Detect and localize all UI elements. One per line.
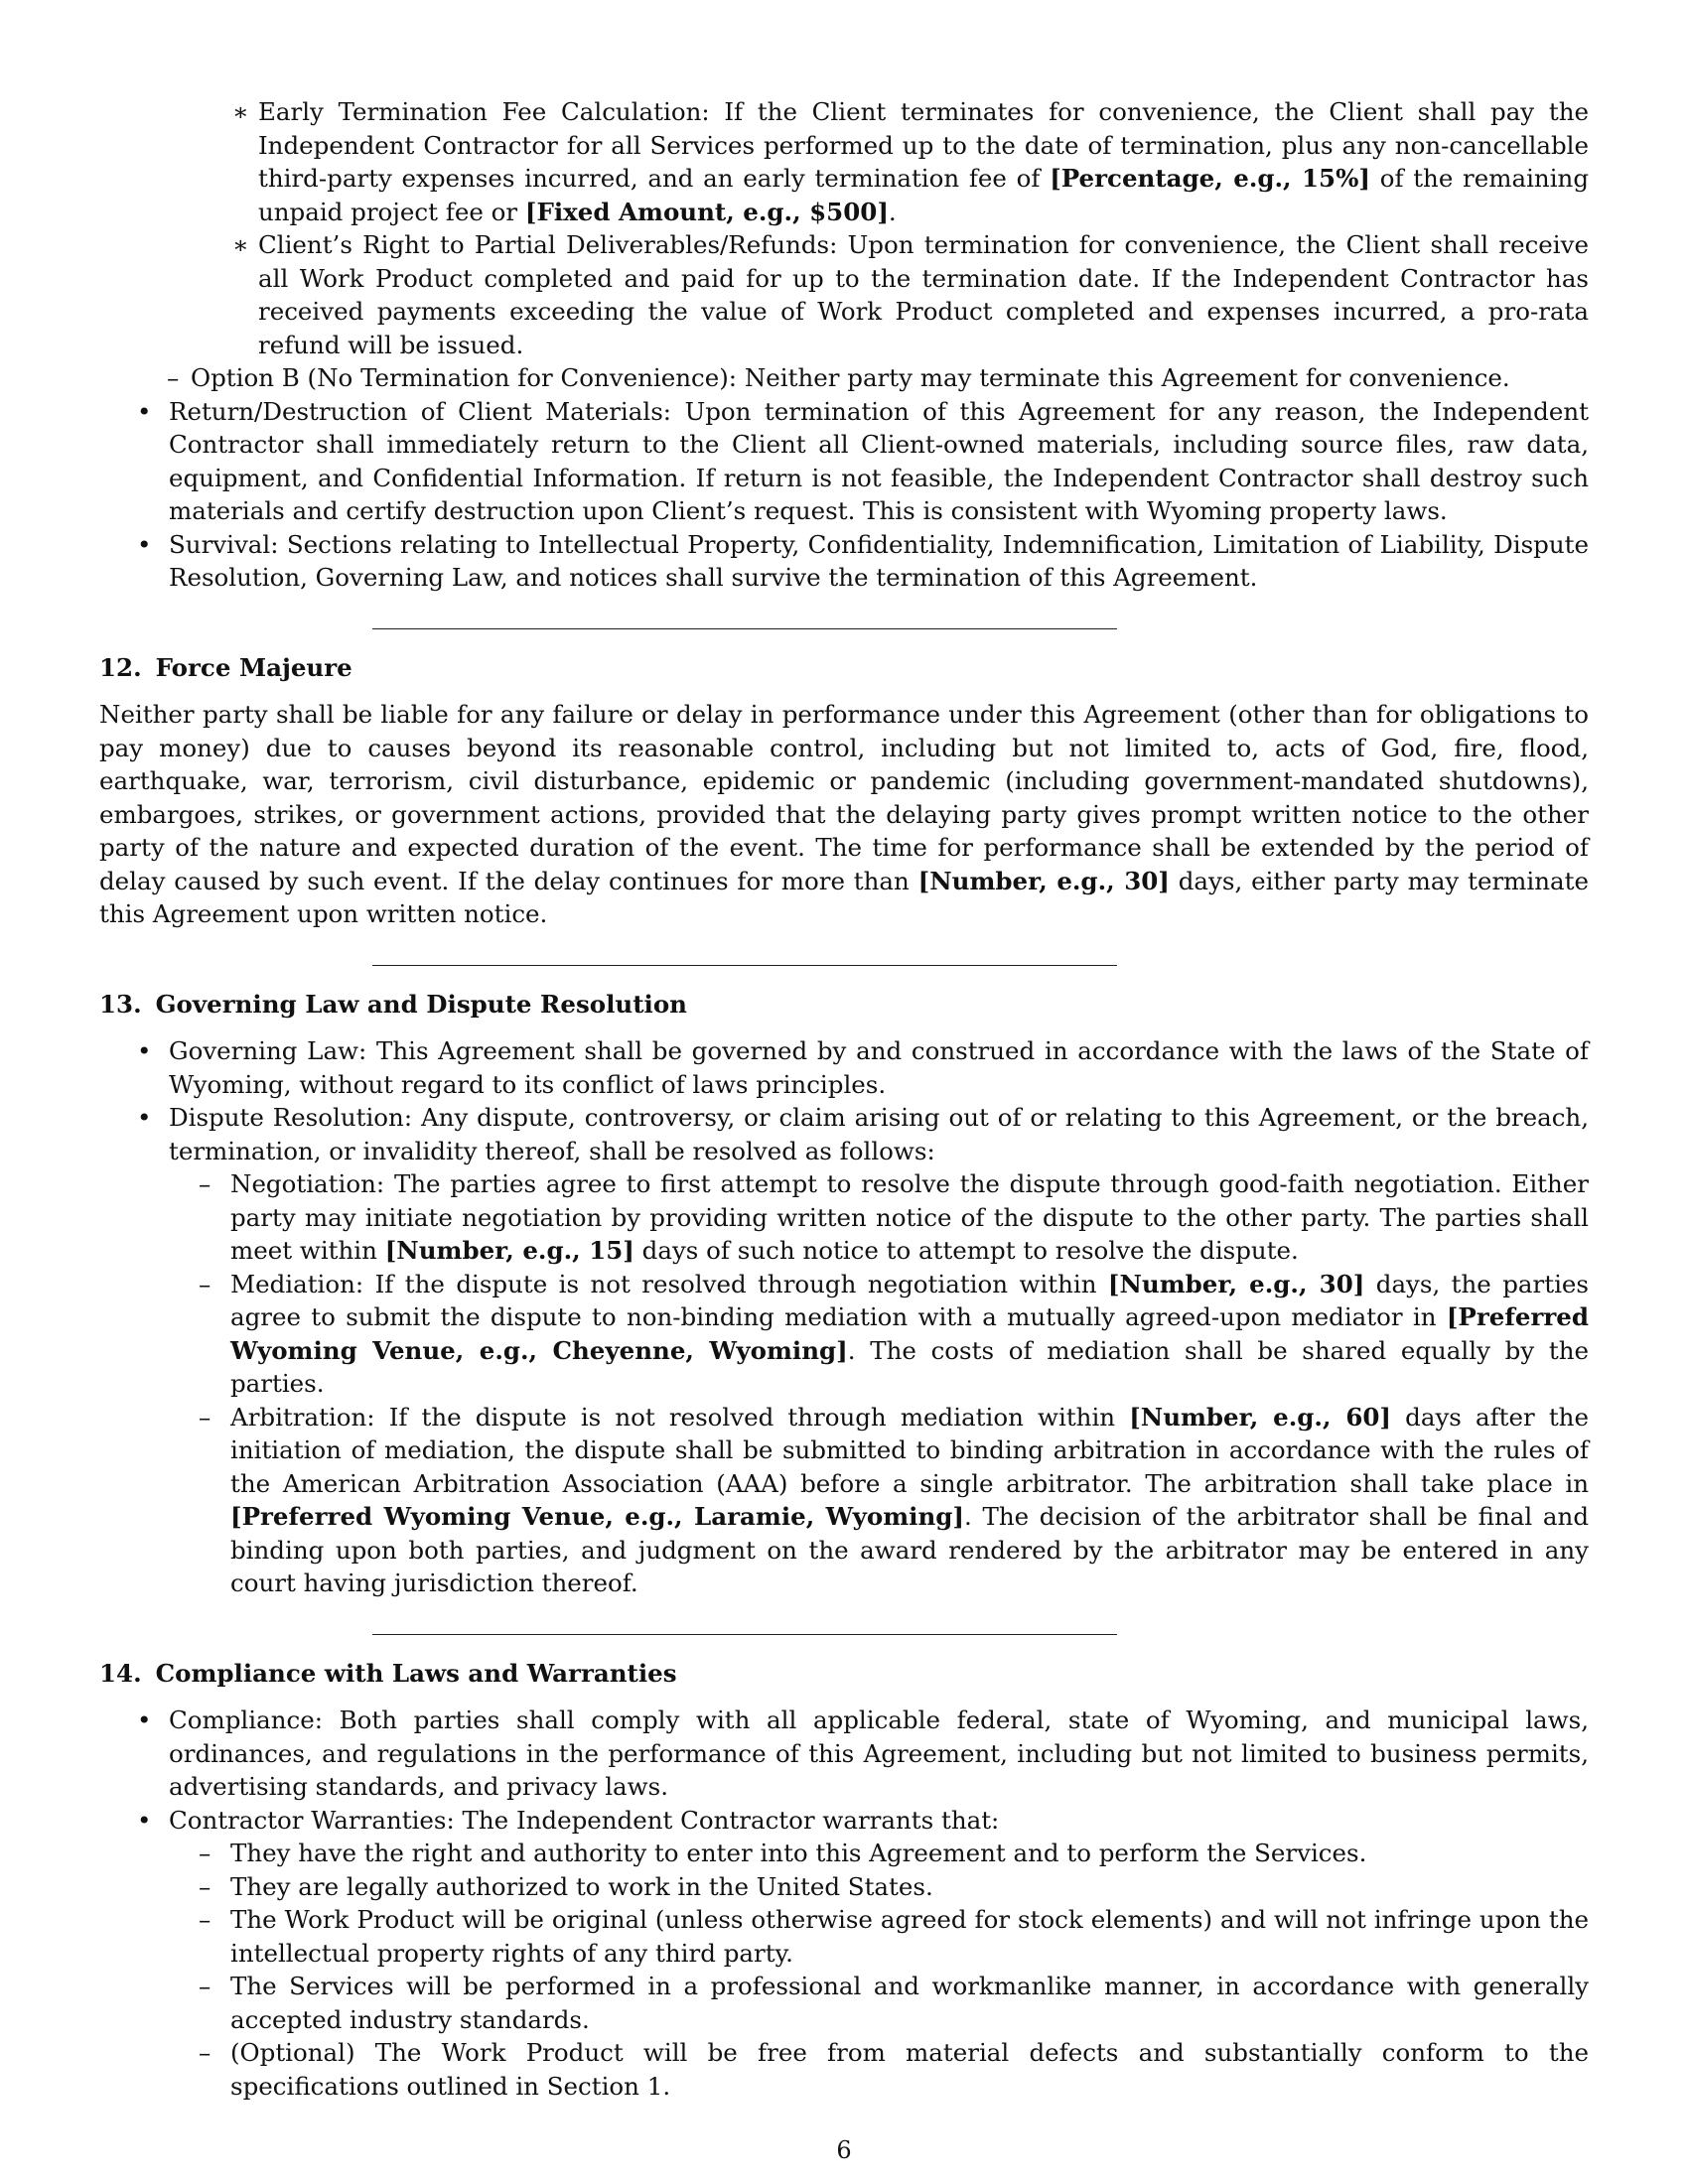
list-item [99,1870,1589,1904]
sub-option-list [159,95,1589,361]
item-text: The Independent Contractor warrants that: [462,1805,1000,1835]
list-item [99,2036,1589,2103]
item-text: Upon termination for convenience, the Client shall receive all Work Product completed and paid for up to the termination date. If the Independent Contractor has received payments exceeding the value of Work Product completed and expenses incurred, a pro-rata refund will be issued. [258,230,1589,359]
item-text: The Services will be performed in a professional and workmanlike manner, in accordance with generally accepted industry standards. [230,1972,1589,2034]
item-text: (Optional) The Work Product will be free from material defects and substantially conform to the specifications outlined in Section 1. [230,2038,1589,2101]
list-item [99,95,1589,361]
list-item [228,95,1589,228]
section-11-list [99,95,1589,395]
item-text: They have the right and authority to enter into this Agreement and to perform the Services. [230,1839,1367,1867]
item-label: Negotiation: [230,1169,385,1198]
paragraph [99,698,1589,931]
dispute-steps [169,1167,1589,1600]
item-text: If the dispute is not resolved through mediation within [388,1402,1116,1432]
dash-marker: – [199,1269,211,1298]
star-list [159,95,1589,361]
dash-marker: – [199,1905,211,1934]
dash-marker: – [199,1839,211,1867]
list-item [159,95,1589,361]
section-divider [372,965,1117,966]
list-item [161,361,1589,395]
star-marker: ∗ [232,230,249,259]
list-item [99,1837,1589,1870]
item-label: Option B (No Termination for Convenience): [191,363,738,392]
item-text: The parties agree to first attempt to resolve the dispute through good-faith negotiation. Either party may initiate negotiation by providing written notice of the dispute to the other party. The parties shall meet within [230,1169,1589,1265]
section-14-bullets [99,1704,1589,2103]
item-label: Return/Destruction of Client Materials: [169,396,672,426]
document-page [99,95,1589,2103]
list-item [99,1034,1589,1101]
bullet-marker: • [137,396,152,426]
item-text: If the dispute is not resolved through negotiation within [374,1269,1097,1298]
bullet-marker: • [137,529,152,559]
section-heading [99,1657,1589,1691]
placeholder-field: [Fixed Amount, e.g., $500] [524,197,889,226]
star-marker: ∗ [232,97,249,126]
section-divider [372,628,1117,629]
section-number: 13. [99,989,142,1019]
section-title: Compliance with Laws and Warranties [155,1658,677,1688]
section-11-bullets [99,395,1589,595]
item-text: The Work Product will be original (unless otherwise agreed for stock elements) and will not infringe upon the intellectual property rights of any third party. [230,1905,1589,1968]
dash-marker: – [199,1169,211,1198]
item-text: . [888,197,897,226]
list-item [99,1704,1589,1804]
item-label: Contractor Warranties: [169,1805,455,1835]
list-item [99,1970,1589,2036]
item-text: . The costs of mediation shall be shared equally by the parties. [230,1335,1590,1398]
item-text: This Agreement shall be governed by and construed in accordance with the laws of the State of Wyoming, without regard to its conflict of laws principles. [169,1036,1590,1099]
dash-marker: – [167,363,180,392]
paragraph-text: days, either party may terminate this Agreement upon written notice. [99,866,1589,928]
placeholder-field: [Percentage, e.g., 15%] [1050,164,1370,193]
item-label: Mediation: [230,1269,364,1298]
placeholder-field: [Preferred Wyoming Venue, e.g., Cheyenne, Wyoming] [230,1302,1589,1365]
item-label: Governing Law: [169,1036,367,1065]
bullet-marker: • [137,1805,152,1835]
section-title: Governing Law and Dispute Resolution [155,989,687,1019]
list-item [99,1101,1589,1600]
item-text: Both parties shall comply with all applicable federal, state of Wyoming, and municipal laws, ordinances, and regulations in the performance of this Agreement, including but not limited to business permits, advertising standards, and privacy laws. [169,1706,1589,1801]
placeholder-field: [Number, e.g., 30] [1107,1269,1365,1298]
item-text: days after the initiation of mediation, the dispute shall be submitted to binding arbitration in accordance with the rules of the American Arbitration Association (AAA) before a single arbitrator. The arbitration shall take place in [230,1402,1589,1498]
list-item [99,1268,1589,1401]
warranty-items [169,1837,1589,2103]
bullet-marker: • [137,1036,152,1065]
list-item [99,395,1589,528]
dash-marker: – [199,1871,211,1901]
section-title: Force Majeure [155,652,352,682]
list-item [99,528,1589,595]
list-item [99,1804,1589,2104]
section-number: 14. [99,1658,142,1688]
paragraph-text: Neither party shall be liable for any failure or delay in performance under this Agreement (other than for obligations to pay money) due to causes beyond its reasonable control, including but not limited to, acts of God, fire, flood, earthquake, war, terrorism, civil disturbance, epidemic or pandemic (including government-mandated shutdowns), embargoes, strikes, or government actions, provided that the delaying party gives prompt written notice to the other party of the nature and expected duration of the event. The time for performance shall be extended by the period of delay caused by such event. If the delay continues for more than [99,700,1589,895]
bullet-marker: • [137,1706,152,1734]
dash-marker: – [199,2038,211,2067]
list-item [99,1167,1589,1268]
placeholder-field: [Number, e.g., 30] [917,866,1170,895]
section-13-bullets [99,1034,1589,1600]
list-item [99,95,1589,395]
section-number: 12. [99,652,142,682]
item-label: Arbitration: [230,1402,375,1432]
option-list [99,361,1589,395]
item-label: Client’s Right to Partial Deliverables/Refunds: [258,230,838,259]
item-label: Compliance: [169,1706,323,1734]
item-text: Neither party may terminate this Agreement for convenience. [744,363,1510,392]
item-label: Dispute Resolution: [169,1103,413,1132]
option-list [99,95,1589,361]
bullet-marker: • [137,1103,152,1132]
section-heading [99,988,1589,1022]
item-text: If the Client terminates for convenience, the Client shall pay the Independent Contractor for all Services performed up to the date of termination, plus any non-cancellable third-party expenses incurred, and an early termination fee of [258,97,1589,193]
item-text: They are legally authorized to work in the United States. [230,1871,933,1901]
placeholder-field: [Number, e.g., 60] [1129,1402,1392,1432]
section-heading [99,651,1589,685]
item-text: Upon termination of this Agreement for any reason, the Independent Contractor shall immediately return to the Client all Client-owned materials, including source files, raw data, equipment, and Confidential Information. If return is not feasible, the Independent Contractor shall destroy such materials and certify destruction upon Client’s request. This is consistent with Wyoming property laws. [169,396,1589,525]
section-divider [372,1634,1117,1635]
item-text: Sections relating to Intellectual Property, Confidentiality, Indemnification, Limitation of Liability, Dispute Resolution, Governing Law, and notices shall survive the termination of this Agreement. [169,529,1589,592]
item-text: . The decision of the arbitrator shall be final and binding upon both parties, and judgment on the award rendered by the arbitrator may be entered in any court having jurisdiction thereof. [230,1502,1590,1597]
item-text: days of such notice to attempt to resolve the dispute. [641,1236,1299,1265]
item-label: Early Termination Fee Calculation: [258,97,710,126]
placeholder-field: [Number, e.g., 15] [384,1236,634,1265]
placeholder-field: [Preferred Wyoming Venue, e.g., Laramie, Wyoming] [230,1502,965,1531]
item-label: Survival: [169,529,279,559]
item-text: days, the parties agree to submit the dispute to non-binding mediation with a mutually agreed-upon mediator in [230,1269,1589,1331]
item-text: of the remaining unpaid project fee or [258,164,1590,226]
item-text: Any dispute, controversy, or claim arising out of or relating to this Agreement, or the breach, termination, or invalidity thereof, shall be resolved as follows: [169,1103,1590,1165]
dash-marker: – [199,1972,211,2000]
dash-marker: – [199,1402,211,1432]
page-number: 6 [836,2136,852,2164]
list-item [228,228,1589,361]
list-item [99,1401,1589,1600]
list-item [99,1903,1589,1970]
